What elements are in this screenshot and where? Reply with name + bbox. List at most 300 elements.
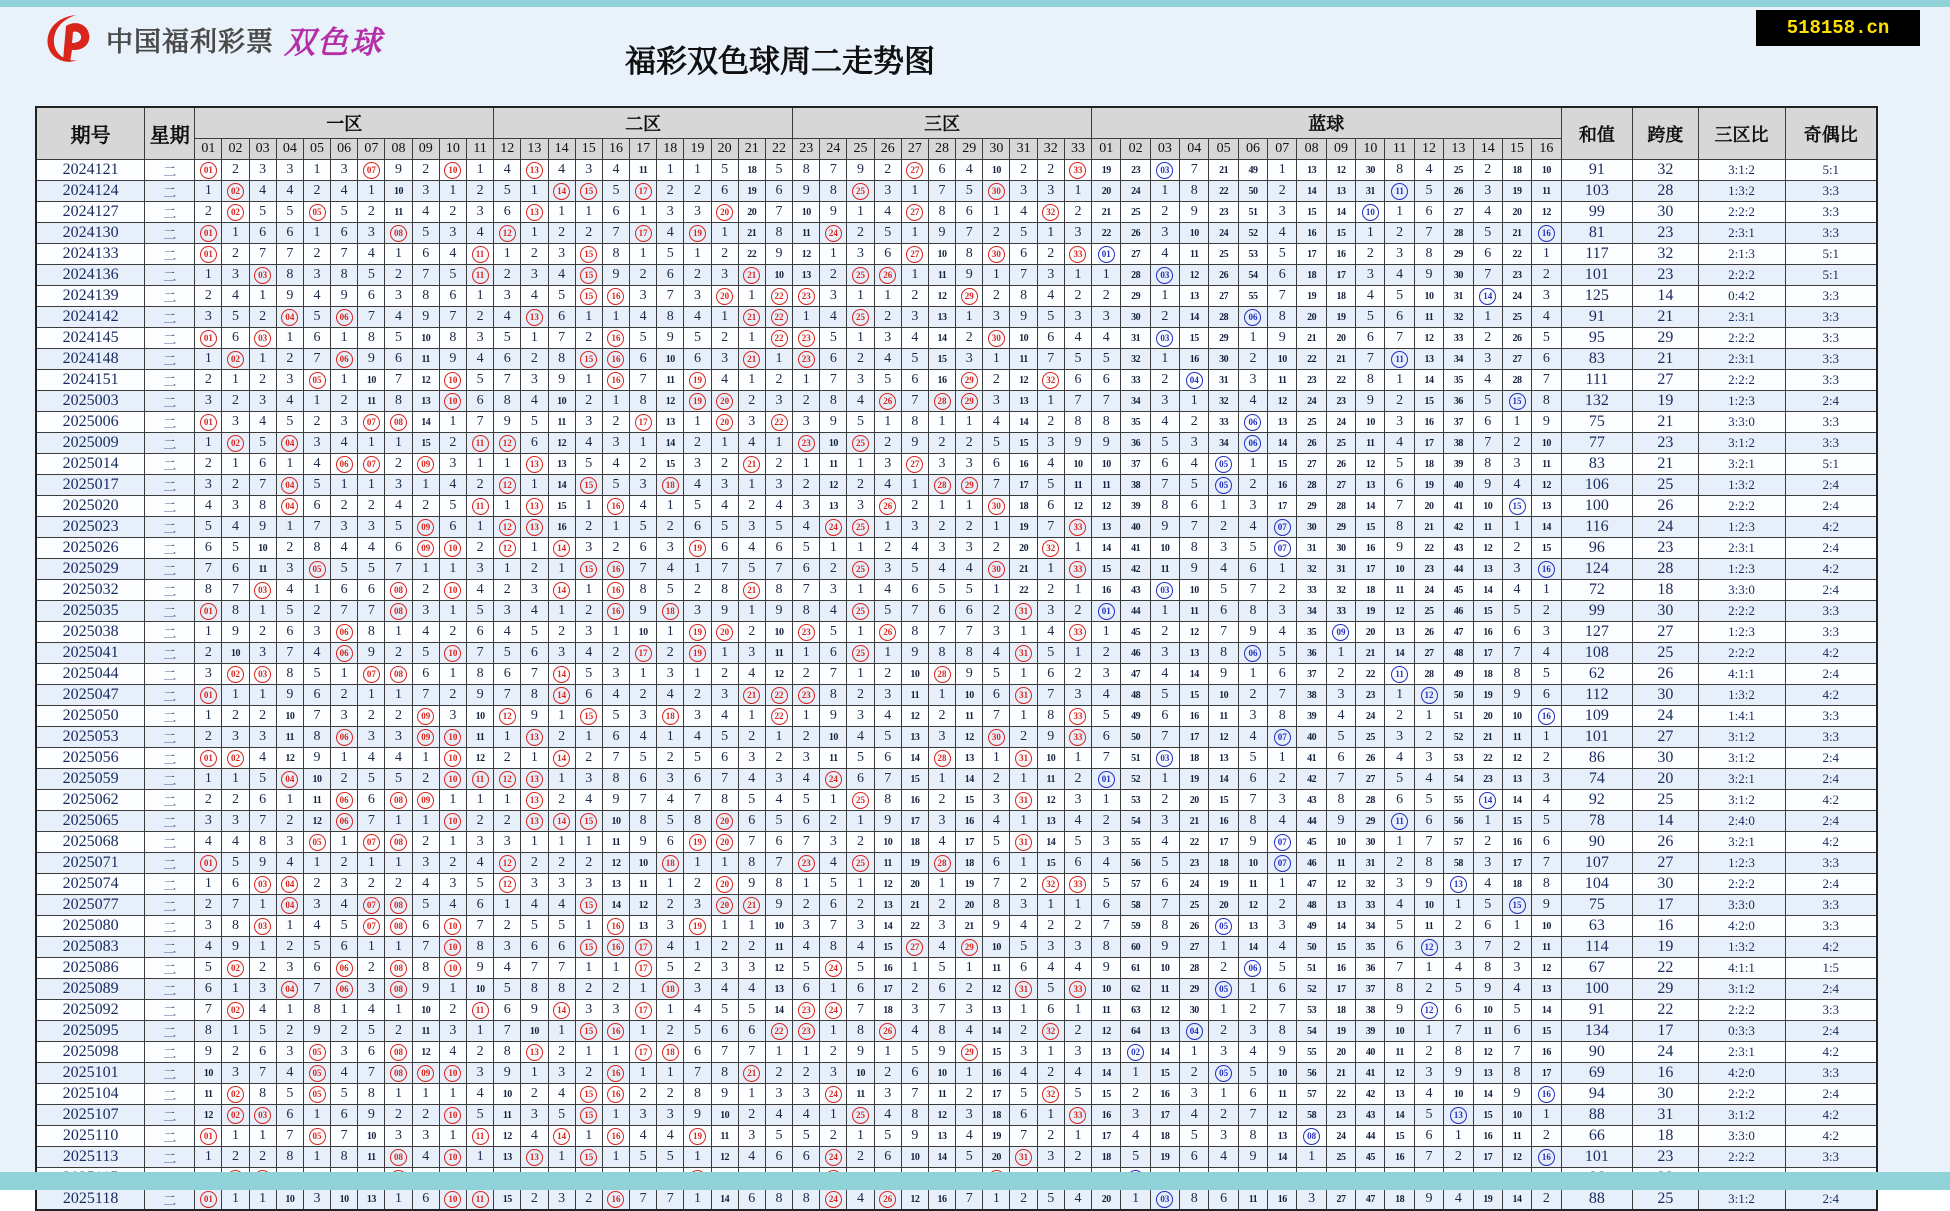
week-cell: 二 — [145, 874, 195, 895]
miss-count: 12 — [801, 249, 811, 260]
week-cell: 二 — [145, 307, 195, 328]
red-hit-ball: 07 — [363, 162, 380, 179]
miss-count: 55 — [1453, 795, 1463, 806]
red-trend-cell — [711, 412, 738, 433]
red-trend-cell — [276, 937, 303, 958]
miss-count: 9 — [721, 1086, 729, 1101]
miss-count: 13 — [1219, 753, 1229, 764]
blue-hit-ball: 05 — [1215, 918, 1232, 935]
red-trend-cell — [222, 1000, 249, 1021]
miss-count: 7 — [666, 288, 674, 303]
red-trend-cell — [956, 1000, 983, 1021]
miss-count: 5 — [693, 330, 701, 345]
zone-ratio-cell: 3:1:2 — [1698, 727, 1785, 748]
miss-count: 13 — [1512, 774, 1522, 785]
red-trend-cell — [684, 349, 711, 370]
blue-trend-cell — [1121, 643, 1150, 664]
sum-cell: 91 — [1561, 160, 1633, 181]
miss-count: 1 — [503, 456, 511, 471]
red-trend-cell — [521, 685, 548, 706]
miss-count: 2 — [1542, 603, 1550, 618]
red-trend-cell — [385, 244, 412, 265]
miss-count: 1 — [585, 1128, 593, 1143]
miss-count: 2 — [204, 204, 212, 219]
red-trend-cell — [521, 370, 548, 391]
page-title: 福彩双色球周二走势图 — [625, 44, 935, 79]
miss-count: 1 — [639, 246, 647, 261]
blue-trend-cell — [1356, 853, 1385, 874]
red-trend-cell — [901, 349, 928, 370]
blue-trend-cell — [1238, 433, 1267, 454]
miss-count: 1 — [449, 834, 457, 849]
miss-count: 6 — [1542, 834, 1550, 849]
red-trend-cell — [847, 832, 874, 853]
miss-count: 4 — [693, 309, 701, 324]
blue-trend-cell — [1532, 622, 1561, 643]
miss-count: 35 — [1307, 627, 1317, 638]
trend-row — [36, 1084, 1877, 1105]
blue-trend-cell — [1297, 811, 1326, 832]
miss-count: 5 — [639, 519, 647, 534]
blue-trend-cell — [1356, 937, 1385, 958]
miss-count: 10 — [1512, 1110, 1522, 1121]
red-trend-cell — [820, 580, 847, 601]
red-trend-cell — [901, 559, 928, 580]
blue-trend-cell — [1385, 328, 1414, 349]
miss-count: 2 — [802, 393, 810, 408]
red-trend-cell — [847, 1042, 874, 1063]
red-trend-cell — [711, 517, 738, 538]
miss-count: 26 — [1365, 753, 1375, 764]
miss-count: 8 — [1542, 393, 1550, 408]
trend-row — [36, 538, 1877, 559]
blue-trend-cell — [1356, 517, 1385, 538]
blue-trend-cell — [1121, 160, 1150, 181]
miss-count: 12 — [1483, 543, 1493, 554]
red-trend-cell — [466, 895, 493, 916]
blue-trend-cell — [1092, 811, 1121, 832]
miss-count: 6 — [721, 540, 729, 555]
red-trend-cell — [847, 1000, 874, 1021]
miss-count: 5 — [775, 162, 783, 177]
miss-count: 1 — [992, 582, 1000, 597]
red-trend-cell — [602, 895, 629, 916]
miss-count: 53 — [1248, 249, 1258, 260]
red-trend-cell — [956, 1063, 983, 1084]
blue-trend-cell — [1238, 832, 1267, 853]
red-trend-cell — [358, 1084, 385, 1105]
red-trend-cell — [738, 853, 765, 874]
miss-count: 15 — [1336, 942, 1346, 953]
red-trend-cell — [901, 160, 928, 181]
red-trend-cell — [358, 685, 385, 706]
miss-count: 6 — [449, 519, 457, 534]
week-cell: 二 — [145, 1063, 195, 1084]
blue-trend-cell — [1209, 601, 1238, 622]
blue-trend-cell — [1150, 1021, 1179, 1042]
miss-count: 4 — [259, 1002, 267, 1017]
red-trend-cell — [195, 769, 222, 790]
blue-trend-cell — [1326, 265, 1355, 286]
zone-ratio-cell: 0:4:2 — [1698, 286, 1785, 307]
miss-count: 3 — [1020, 897, 1028, 912]
sum-cell: 108 — [1561, 643, 1633, 664]
miss-count: 26 — [1453, 186, 1463, 197]
miss-count: 2 — [1542, 267, 1550, 282]
miss-count: 1 — [395, 687, 403, 702]
miss-count: 1 — [802, 309, 810, 324]
issue-cell: 2024133 — [36, 244, 145, 265]
miss-count: 6 — [422, 918, 430, 933]
miss-count: 2 — [585, 225, 593, 240]
blue-trend-cell — [1502, 685, 1531, 706]
red-trend-cell — [358, 181, 385, 202]
miss-count: 6 — [911, 1065, 919, 1080]
miss-count: 6 — [1074, 372, 1082, 387]
miss-count: 7 — [612, 750, 620, 765]
miss-count: 9 — [1047, 729, 1055, 744]
blue-trend-cell — [1473, 475, 1502, 496]
issue-cell: 2025056 — [36, 748, 145, 769]
miss-count: 5 — [666, 813, 674, 828]
red-trend-cell — [956, 748, 983, 769]
red-trend-cell — [711, 433, 738, 454]
red-trend-cell — [711, 559, 738, 580]
miss-count: 2 — [204, 897, 212, 912]
miss-count: 3 — [286, 1044, 294, 1059]
blue-trend-cell — [1297, 286, 1326, 307]
blue-trend-cell — [1473, 790, 1502, 811]
miss-count: 18 — [1219, 858, 1229, 869]
miss-count: 2 — [965, 330, 973, 345]
red-trend-cell — [630, 160, 657, 181]
blue-trend-cell — [1502, 916, 1531, 937]
red-trend-cell — [385, 370, 412, 391]
miss-count: 3 — [829, 834, 837, 849]
span-cell: 30 — [1633, 601, 1698, 622]
miss-count: 4 — [666, 225, 674, 240]
miss-count: 8 — [231, 603, 239, 618]
trend-row — [36, 958, 1877, 979]
red-trend-cell — [548, 937, 575, 958]
miss-count: 1 — [503, 792, 511, 807]
red-trend-cell — [928, 370, 955, 391]
blue-trend-cell — [1092, 1063, 1121, 1084]
red-trend-cell — [412, 937, 439, 958]
miss-count: 1 — [965, 309, 973, 324]
red-hit-ball: 32 — [1042, 1023, 1059, 1040]
odd-even-ratio-cell: 3:3 — [1785, 328, 1877, 349]
blue-trend-cell — [1268, 181, 1297, 202]
red-trend-cell — [684, 223, 711, 244]
blue-trend-cell — [1150, 958, 1179, 979]
blue-trend-cell — [1238, 475, 1267, 496]
red-trend-cell — [1010, 538, 1037, 559]
red-trend-cell — [494, 202, 521, 223]
blue-trend-cell — [1532, 727, 1561, 748]
blue-trend-cell — [1444, 664, 1473, 685]
miss-count: 5 — [558, 1107, 566, 1122]
blue-trend-cell — [1121, 559, 1150, 580]
red-hit-ball: 27 — [906, 939, 923, 956]
miss-count: 9 — [911, 1128, 919, 1143]
blue-hit-ball: 13 — [1450, 1107, 1467, 1124]
red-trend-cell — [222, 391, 249, 412]
miss-count: 8 — [367, 624, 375, 639]
blue-trend-cell — [1238, 622, 1267, 643]
miss-count: 4 — [857, 729, 865, 744]
blue-trend-cell — [1532, 1000, 1561, 1021]
red-trend-cell — [303, 853, 330, 874]
red-trend-cell — [575, 1042, 602, 1063]
miss-count: 1 — [1161, 603, 1169, 618]
blue-trend-cell — [1502, 874, 1531, 895]
blue-trend-cell — [1444, 349, 1473, 370]
red-trend-cell — [249, 874, 276, 895]
red-trend-cell — [466, 202, 493, 223]
miss-count: 14 — [1336, 921, 1346, 932]
red-trend-cell — [521, 916, 548, 937]
red-trend-cell — [874, 391, 901, 412]
miss-count: 3 — [286, 960, 294, 975]
red-trend-cell — [793, 181, 820, 202]
red-trend-cell — [684, 1042, 711, 1063]
red-trend-cell — [711, 643, 738, 664]
miss-count: 1 — [666, 624, 674, 639]
miss-count: 6 — [802, 561, 810, 576]
miss-count: 4 — [1396, 267, 1404, 282]
blue-trend-cell — [1297, 937, 1326, 958]
miss-count: 2 — [231, 477, 239, 492]
red-trend-cell — [711, 244, 738, 265]
miss-count: 2 — [231, 246, 239, 261]
miss-count: 8 — [1278, 1023, 1286, 1038]
miss-count: 7 — [367, 813, 375, 828]
blue-trend-cell — [1238, 454, 1267, 475]
blue-hit-ball: 04 — [1186, 372, 1203, 389]
zone-ratio-cell: 3:1:2 — [1698, 1105, 1785, 1126]
span-cell: 21 — [1633, 454, 1698, 475]
red-trend-cell — [385, 622, 412, 643]
red-trend-cell — [901, 622, 928, 643]
cwl-lottery-logo-icon — [42, 12, 96, 66]
blue-trend-cell — [1297, 433, 1326, 454]
red-trend-cell — [466, 706, 493, 727]
miss-count: 25 — [1189, 900, 1199, 911]
blue-trend-cell — [1209, 160, 1238, 181]
miss-count: 33 — [1219, 417, 1229, 428]
red-trend-cell — [711, 1042, 738, 1063]
red-trend-cell — [494, 979, 521, 1000]
blue-trend-cell — [1150, 1126, 1179, 1147]
issue-cell: 2025092 — [36, 1000, 145, 1021]
miss-count: 6 — [503, 666, 511, 681]
miss-count: 1 — [884, 519, 892, 534]
miss-count: 19 — [1512, 186, 1522, 197]
blue-trend-cell — [1385, 391, 1414, 412]
miss-count: 9 — [612, 792, 620, 807]
miss-count: 4 — [1190, 1107, 1198, 1122]
red-trend-cell — [684, 853, 711, 874]
sum-cell: 66 — [1561, 1126, 1633, 1147]
miss-count: 1 — [802, 456, 810, 471]
blue-trend-cell — [1092, 958, 1121, 979]
miss-count: 3 — [748, 519, 756, 534]
red-trend-cell — [385, 601, 412, 622]
miss-count: 40 — [1453, 480, 1463, 491]
red-trend-cell — [222, 769, 249, 790]
miss-count: 7 — [558, 960, 566, 975]
miss-count: 9 — [1513, 1086, 1521, 1101]
red-trend-cell — [222, 874, 249, 895]
blue-trend-cell — [1209, 538, 1238, 559]
issue-cell: 2025074 — [36, 874, 145, 895]
red-trend-cell — [1037, 223, 1064, 244]
miss-count: 10 — [774, 921, 784, 932]
red-trend-cell — [765, 895, 792, 916]
miss-count: 3 — [1220, 1044, 1228, 1059]
miss-count: 1 — [585, 582, 593, 597]
blue-trend-cell — [1180, 433, 1209, 454]
blue-trend-cell — [1356, 601, 1385, 622]
blue-trend-cell — [1473, 328, 1502, 349]
red-trend-cell — [630, 769, 657, 790]
red-trend-cell — [466, 916, 493, 937]
miss-count: 18 — [1483, 669, 1493, 680]
miss-count: 8 — [1161, 498, 1169, 513]
red-hit-ball: 15 — [580, 477, 597, 494]
red-hit-ball: 06 — [336, 981, 353, 998]
miss-count: 1 — [422, 1086, 430, 1101]
red-trend-cell — [331, 664, 358, 685]
red-trend-cell — [331, 580, 358, 601]
blue-trend-cell — [1444, 706, 1473, 727]
header-issue: 期号 — [36, 107, 145, 160]
blue-trend-cell — [1121, 181, 1150, 202]
red-trend-cell — [956, 832, 983, 853]
blue-trend-cell — [1150, 853, 1179, 874]
blue-trend-cell — [1238, 811, 1267, 832]
red-trend-cell — [874, 790, 901, 811]
red-trend-cell — [358, 370, 385, 391]
red-trend-cell — [412, 202, 439, 223]
miss-count: 2 — [204, 288, 212, 303]
red-trend-cell — [331, 370, 358, 391]
odd-even-ratio-cell: 2:4 — [1785, 391, 1877, 412]
red-trend-cell — [548, 580, 575, 601]
red-hit-ball: 16 — [607, 372, 624, 389]
red-trend-cell — [439, 202, 466, 223]
red-trend-cell — [412, 769, 439, 790]
miss-count: 38 — [1307, 690, 1317, 701]
blue-trend-cell — [1385, 265, 1414, 286]
red-trend-cell — [738, 643, 765, 664]
blue-trend-cell — [1238, 538, 1267, 559]
red-hit-ball: 09 — [417, 456, 434, 473]
red-trend-cell — [331, 979, 358, 1000]
red-trend-cell — [575, 391, 602, 412]
miss-count: 6 — [775, 183, 783, 198]
red-trend-cell — [439, 412, 466, 433]
miss-count: 3 — [530, 1107, 538, 1122]
red-trend-cell — [711, 685, 738, 706]
red-trend-cell — [412, 832, 439, 853]
red-trend-cell — [711, 265, 738, 286]
miss-count: 1 — [612, 1107, 620, 1122]
miss-count: 8 — [639, 813, 647, 828]
red-trend-cell — [439, 832, 466, 853]
red-trend-cell — [1037, 622, 1064, 643]
miss-count: 39 — [1307, 711, 1317, 722]
miss-count: 1 — [938, 498, 946, 513]
miss-count: 29 — [1131, 291, 1141, 302]
miss-count: 6 — [666, 834, 674, 849]
red-trend-cell — [439, 1000, 466, 1021]
red-trend-cell — [1064, 601, 1091, 622]
red-trend-cell — [249, 706, 276, 727]
red-trend-cell — [602, 517, 629, 538]
red-hit-ball: 31 — [1015, 603, 1032, 620]
red-trend-cell — [222, 433, 249, 454]
blue-column-header: 08 — [1297, 139, 1326, 160]
miss-count: 9 — [938, 225, 946, 240]
span-cell: 18 — [1633, 580, 1698, 601]
miss-count: 40 — [1307, 732, 1317, 743]
miss-count: 2 — [748, 939, 756, 954]
miss-count: 22 — [747, 249, 757, 260]
miss-count: 7 — [1190, 519, 1198, 534]
blue-trend-cell — [1238, 1063, 1267, 1084]
red-trend-cell — [222, 853, 249, 874]
red-trend-cell — [521, 307, 548, 328]
miss-count: 4 — [1249, 519, 1257, 534]
miss-count: 4 — [340, 897, 348, 912]
red-trend-cell — [385, 1000, 412, 1021]
red-trend-cell — [793, 286, 820, 307]
miss-count: 3 — [666, 540, 674, 555]
miss-count: 5 — [1074, 351, 1082, 366]
miss-count: 7 — [911, 603, 919, 618]
blue-trend-cell — [1502, 1021, 1531, 1042]
red-trend-cell — [657, 1126, 684, 1147]
miss-count: 5 — [1337, 729, 1345, 744]
miss-count: 8 — [938, 645, 946, 660]
miss-count: 50 — [1248, 186, 1258, 197]
blue-trend-cell — [1532, 811, 1561, 832]
blue-trend-cell — [1150, 286, 1179, 307]
red-trend-cell — [358, 223, 385, 244]
blue-trend-cell — [1268, 244, 1297, 265]
red-hit-ball: 30 — [988, 729, 1005, 746]
red-trend-cell — [874, 664, 901, 685]
red-trend-cell — [630, 664, 657, 685]
miss-count: 9 — [721, 603, 729, 618]
red-trend-cell — [1010, 643, 1037, 664]
miss-count: 1 — [204, 351, 212, 366]
miss-count: 11 — [992, 963, 1001, 974]
red-trend-cell — [276, 349, 303, 370]
miss-count: 3 — [1337, 687, 1345, 702]
red-trend-cell — [765, 664, 792, 685]
miss-count: 10 — [720, 1110, 730, 1121]
red-trend-cell — [1064, 748, 1091, 769]
span-cell: 23 — [1633, 538, 1698, 559]
miss-count: 25 — [1453, 165, 1463, 176]
miss-count: 2 — [1278, 183, 1286, 198]
sum-cell: 114 — [1561, 937, 1633, 958]
week-cell: 二 — [145, 181, 195, 202]
miss-count: 10 — [230, 648, 240, 659]
